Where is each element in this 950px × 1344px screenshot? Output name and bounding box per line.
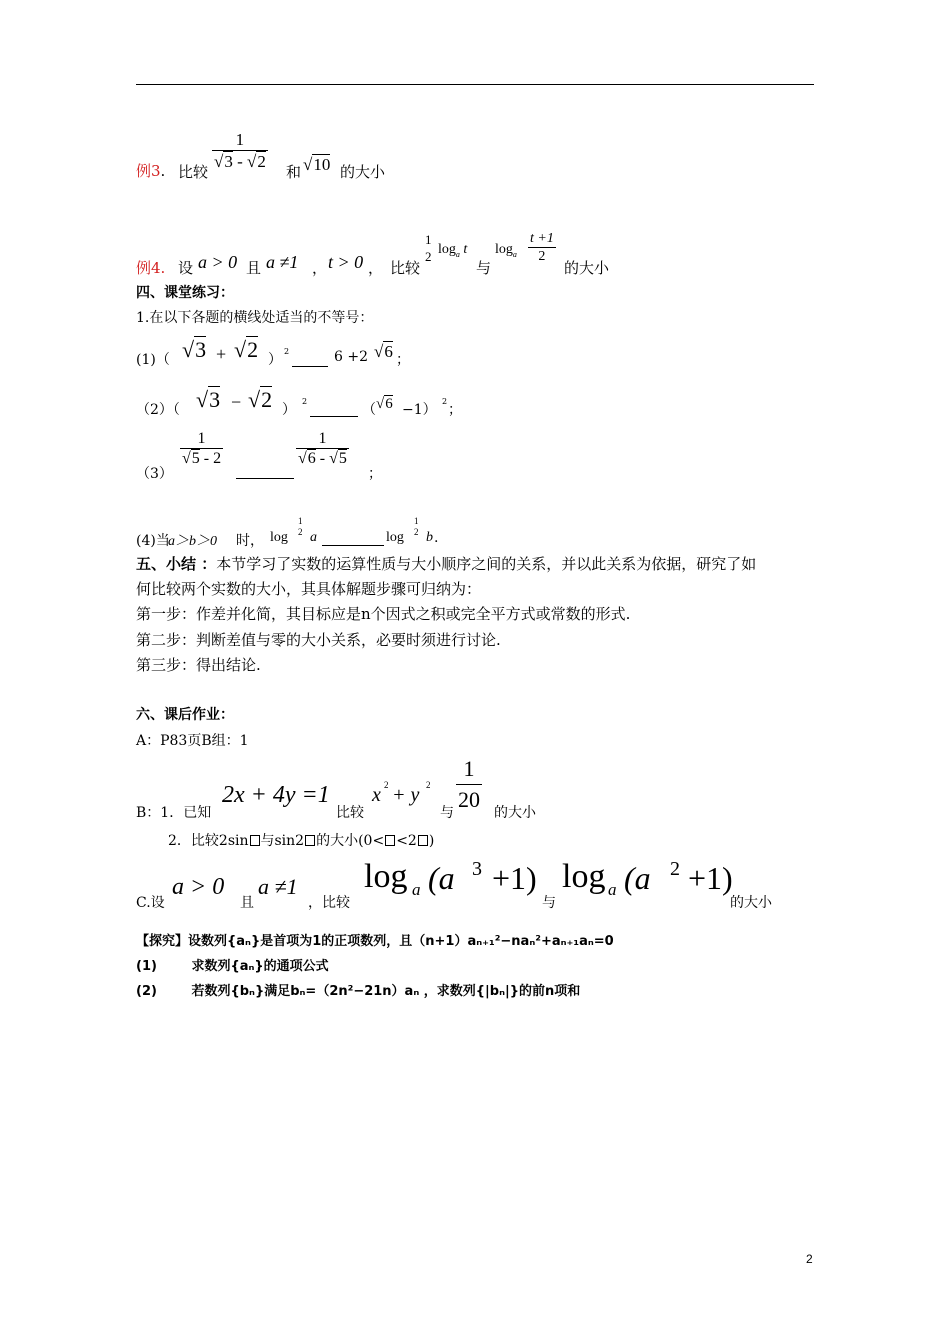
- answer-blank-2[interactable]: [310, 402, 358, 417]
- b2-text-e: ): [428, 833, 435, 849]
- compare-text: 比较: [336, 805, 364, 821]
- compare-text: ，比较: [308, 895, 350, 911]
- summary-text-2: 何比较两个实数的大小，其具体解题步骤可归纳为：: [136, 580, 482, 598]
- log-a: [495, 242, 517, 259]
- practice-4: [136, 516, 536, 548]
- root-2: 2: [247, 337, 259, 362]
- answer-blank-3[interactable]: [236, 464, 294, 479]
- root-5: 5: [191, 450, 200, 467]
- root-10: 10: [313, 155, 331, 174]
- root-6: 6: [307, 450, 316, 467]
- base-den: 2: [414, 527, 419, 537]
- fraction-num: 1: [197, 430, 206, 447]
- plus-y: + y: [392, 784, 420, 806]
- close-paren: ）: [268, 352, 282, 368]
- root-3: 3: [195, 337, 207, 362]
- square: 2: [426, 780, 431, 790]
- box-glyph: [385, 835, 395, 846]
- with-text: 与: [542, 895, 556, 911]
- with-text: 与: [440, 805, 454, 821]
- label: （2）（: [136, 402, 180, 418]
- log: log: [495, 242, 513, 257]
- minus: -: [319, 450, 326, 467]
- base: a: [412, 880, 421, 899]
- and-text: 和: [286, 163, 302, 181]
- section-4-title: 四、课堂练习：: [136, 285, 234, 301]
- page-number: 2: [806, 1252, 813, 1266]
- log-base: [298, 516, 303, 538]
- homework-b2: [168, 830, 434, 850]
- fraction-den: 2: [528, 247, 556, 265]
- var-b: b: [426, 530, 433, 545]
- arg-1: (a: [428, 860, 455, 896]
- close-paren: ）: [282, 402, 296, 418]
- explore-item-2: [136, 980, 580, 999]
- homework-a: A：P83页B组：1: [136, 733, 249, 749]
- when-text: 时，: [236, 533, 264, 549]
- square: 2: [284, 347, 290, 356]
- power-3: 3: [472, 858, 482, 880]
- compare-text: 比较: [178, 163, 209, 181]
- explore-text: 设数列{aₙ}是首项为1的正项数列，且（n+1）aₙ₊₁²−naₙ²+aₙ₊₁aₙ=0: [188, 934, 614, 949]
- square: 2: [302, 397, 308, 406]
- arg-2: (a: [624, 860, 651, 896]
- log: log: [438, 242, 456, 257]
- base: a: [608, 880, 617, 899]
- explore-item-1: [136, 955, 329, 974]
- cond-a-gt-0: a > 0: [172, 874, 225, 900]
- label: (1)（: [136, 352, 170, 368]
- item-text: 若数列{bₙ}满足bₙ=（2n²−21n）aₙ ，求数列{|bₙ|}的前n项和: [191, 984, 581, 999]
- b2-text-c: 的大小(0<: [316, 833, 385, 849]
- period: .: [434, 530, 439, 546]
- practice-2: （2）（ √3 − √2 ） 2 （ √6 −1） 2 ；: [136, 387, 462, 418]
- fraction-num: 1: [463, 756, 475, 781]
- half-den: 2: [425, 249, 432, 264]
- and-text: 且: [240, 895, 254, 911]
- sep: .: [160, 162, 166, 180]
- tail-text: 的大小: [340, 163, 386, 181]
- log: log: [386, 530, 404, 545]
- semicolon: ；: [396, 352, 410, 368]
- root-3: 3: [209, 387, 221, 412]
- semicolon: ；: [368, 466, 382, 482]
- explore-line: [136, 930, 614, 949]
- practice-3: [136, 430, 536, 486]
- label: （3）: [136, 466, 173, 482]
- plus: +: [216, 344, 227, 364]
- fraction: [212, 130, 268, 172]
- square: 2: [384, 780, 389, 790]
- square: 2: [442, 397, 448, 406]
- fraction-a: $\frac{1}{√5 - 2}$: [182, 430, 222, 467]
- cond-t-gt-0: t > 0: [328, 252, 364, 272]
- compare-text: 比较: [390, 259, 421, 277]
- item-label: (2): [136, 984, 157, 999]
- fraction-t-plus-1: [528, 230, 556, 265]
- base-num: 1: [298, 516, 303, 526]
- example-3-label: 例3: [136, 162, 161, 180]
- minus-2: - 2: [203, 450, 222, 467]
- label: C.设: [136, 895, 165, 911]
- rhs: 6 +2: [334, 349, 368, 365]
- log-a-t: [438, 242, 467, 259]
- root-5: 5: [338, 450, 347, 467]
- var-a: a: [310, 530, 317, 545]
- section-5-line1: [136, 553, 756, 574]
- root-3: 3: [224, 152, 233, 171]
- power-2: 2: [670, 858, 680, 880]
- sqrt-10: √10: [303, 155, 331, 174]
- cond-a-gt-0: a > 0: [198, 252, 238, 272]
- root-6: 6: [385, 396, 393, 412]
- minus: -: [237, 152, 243, 171]
- step-3: 第三步：得出结论.: [136, 656, 261, 674]
- with-text: 与: [476, 259, 492, 277]
- homework-b1: [136, 754, 736, 824]
- b2-text-b: 与sin2: [260, 833, 305, 849]
- explore-title: 【探究】: [136, 934, 189, 949]
- and-text: 且: [246, 259, 262, 277]
- answer-blank-4[interactable]: [322, 530, 384, 546]
- log-2: log: [562, 858, 606, 895]
- rhs: −1）: [402, 402, 437, 418]
- fraction-den: 20: [456, 784, 482, 815]
- half-num: 1: [425, 232, 432, 247]
- section-5-title: 五、小结 ：: [136, 555, 217, 573]
- half: [425, 232, 432, 264]
- section-4-q1: 1.在以下各题的横线处适当的不等号：: [136, 310, 374, 326]
- sep: .: [160, 259, 166, 277]
- var-t: t: [463, 242, 468, 257]
- b2-text-a: 2．比较2sin: [168, 833, 249, 849]
- practice-1: (1)（ √3 + √2 ） 2 6 +2 √6 ；: [136, 337, 410, 368]
- arg-1-end: +1): [492, 860, 537, 896]
- set-text: 设: [178, 259, 194, 277]
- b2-text-d: <2: [396, 833, 417, 849]
- base: a: [455, 249, 460, 259]
- root-6: 6: [384, 342, 393, 361]
- fraction-1-20: [456, 754, 482, 815]
- base-num: 1: [414, 516, 419, 526]
- homework-c: [136, 856, 816, 912]
- log-base: [414, 516, 419, 538]
- tail-text: 的大小: [564, 259, 610, 277]
- box-glyph: [250, 835, 260, 846]
- tail-text: 的大小: [730, 895, 772, 911]
- label: B：1．已知: [136, 805, 212, 821]
- root-2: 2: [257, 152, 266, 171]
- step-2: 第二步：判断差值与零的大小关系，必要时须进行讨论.: [136, 631, 501, 649]
- step-1: 第一步：作差并化简，其目标应是n个因式之积或完全平方式或常数的形式.: [136, 605, 631, 623]
- answer-blank-1[interactable]: [292, 352, 328, 367]
- equation: 2x + 4y =1: [222, 782, 330, 808]
- comma: ，: [368, 259, 384, 277]
- fraction-num: 1: [318, 430, 327, 447]
- example-4-label: 例4: [136, 259, 161, 277]
- log-1: log: [364, 858, 408, 895]
- fraction-b: $\frac{1}{√6 - √5}$: [298, 430, 347, 467]
- root-2: 2: [261, 387, 273, 412]
- comma: ，: [312, 259, 328, 277]
- cond-a-neq-1: a ≠1: [266, 252, 299, 272]
- summary-text-1: 本节学习了实数的运算性质与大小顺序之间的关系，并以此关系为依据，研究了如: [216, 555, 757, 573]
- base: a: [512, 249, 517, 259]
- condition: a＞b＞0: [168, 534, 217, 549]
- box-glyph: [305, 835, 315, 846]
- example-4: [136, 228, 816, 278]
- header-rule: [136, 84, 814, 85]
- tail-text: 的大小: [494, 805, 536, 821]
- fraction-num: t +1: [530, 231, 554, 246]
- cond-a-neq-1: a ≠1: [258, 874, 298, 899]
- log: log: [270, 530, 288, 545]
- label: (4)当: [136, 533, 170, 549]
- open-paren: （: [362, 402, 376, 418]
- fraction-den: √3 - √2: [214, 152, 266, 171]
- base-den: 2: [298, 527, 303, 537]
- item-label: (1): [136, 959, 157, 974]
- section-6-title: 六、课后作业：: [136, 707, 234, 723]
- minus: −: [231, 392, 242, 412]
- arg-2-end: +1): [688, 860, 733, 896]
- var-x: x: [372, 784, 381, 806]
- item-text: 求数列{aₙ}的通项公式: [191, 959, 329, 974]
- box-glyph: [418, 835, 428, 846]
- semicolon: ；: [448, 402, 462, 418]
- fraction-num: 1: [235, 130, 245, 149]
